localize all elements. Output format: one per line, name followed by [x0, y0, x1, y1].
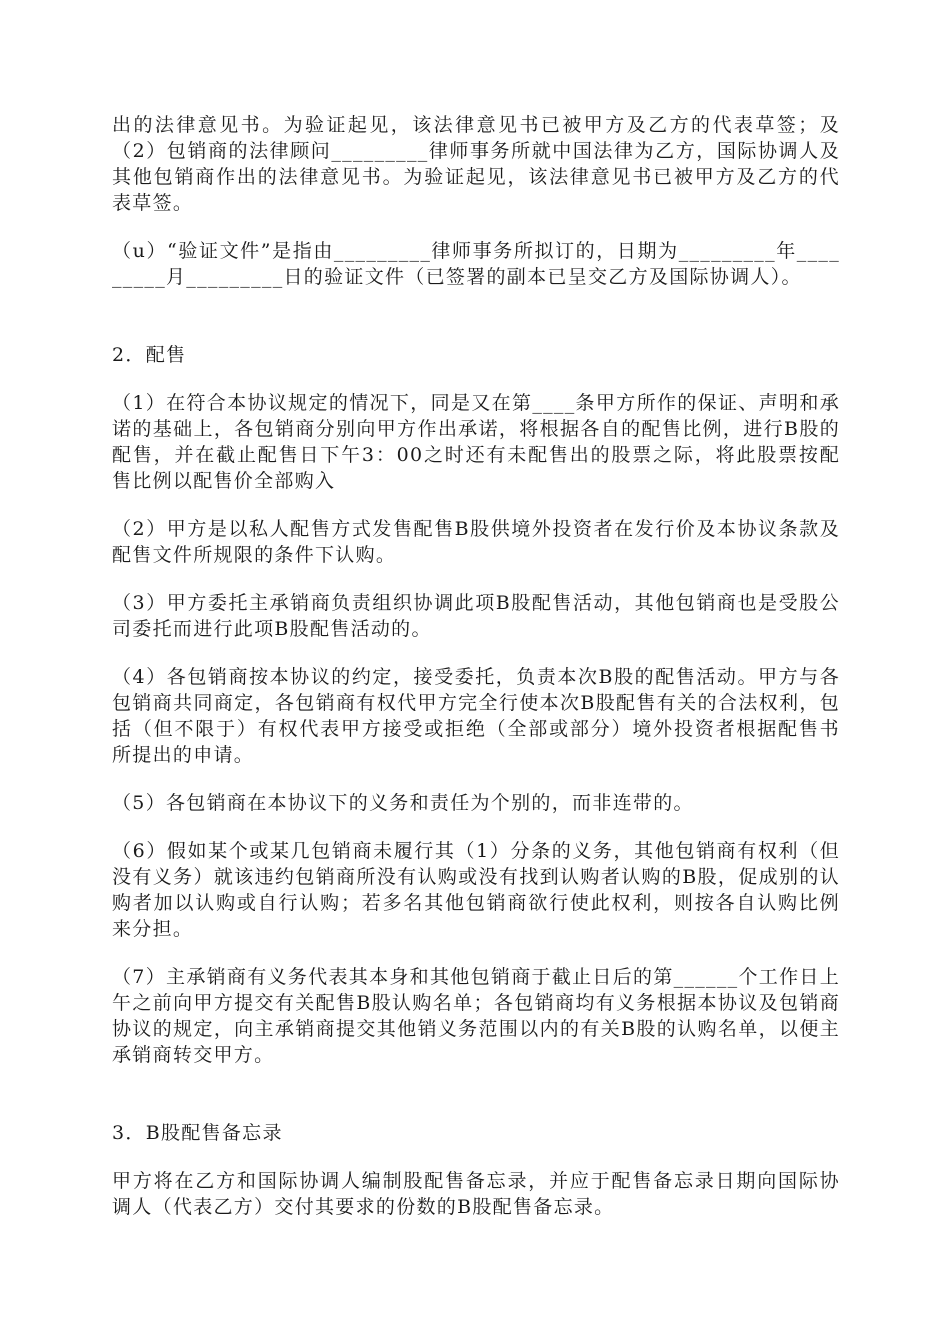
document-page [112, 112, 840, 1220]
paragraph-placement-7: （7）主承销商有义务代表其本身和其他包销商于截止日后的第______个工作日上午之前向甲方提交有关配售B股认购名单；各包销商均有义务根据本协议及包销商协议的规定，向主承销商提交其他销义务范围以内的有关B股的认购名单，以便主承销商转交甲方。 [112, 966, 840, 1066]
paragraph-legal-opinion: 出的法律意见书。为验证起见，该法律意见书已被甲方及乙方的代表草签；及（2）包销商的法律顾问_________律师事务所就中国法律为乙方，国际协调人及其他包销商作出的法律意见书。为验证起见，该法律意见书已被甲方及乙方的代表草签。 [112, 114, 840, 214]
paragraph-placement-4: （4）各包销商按本协议的约定，接受委托，负责本次B股的配售活动。甲方与各包销商共同商定，各包销商有权代甲方完全行使本次B股配售有关的合法权利，包括（但不限于）有权代表甲方接受或拒绝（全部或部分）境外投资者根据配售书所提出的申请。 [112, 666, 840, 766]
paragraph-placement-6: （6）假如某个或某几包销商未履行其（1）分条的义务，其他包销商有权利（但没有义务）就该违约包销商所没有认购或没有找到认购者认购的B股，促成别的认购者加以认购或自行认购；若多名其他包销商欲行使此权利，则按各自认购比例来分担。 [112, 840, 840, 940]
paragraph-placement-3: （3）甲方委托主承销商负责组织协调此项B股配售活动，其他包销商也是受股公司委托而进行此项B股配售活动的。 [112, 592, 840, 640]
paragraph-verification-document: （u）“验证文件”是指由_________律师事务所拟订的，日期为_________年_________月_________日的验证文件（已签署的副本已呈交乙方及国际协调人）。 [112, 240, 840, 288]
paragraph-placement-2: （2）甲方是以私人配售方式发售配售B股供境外投资者在发行价及本协议条款及配售文件所规限的条件下认购。 [112, 518, 840, 566]
paragraph-placement-5: （5）各包销商在本协议下的义务和责任为个别的，而非连带的。 [112, 792, 694, 814]
section-heading-placement: 2．配售 [112, 344, 187, 366]
section-heading-memorandum: 3．B股配售备忘录 [112, 1122, 283, 1144]
paragraph-placement-1: （1）在符合本协议规定的情况下，同是又在第____条甲方所作的保证、声明和承诺的基础上，各包销商分别向甲方作出承诺，将根据各自的配售比例，进行B股的配售，并在截止配售日下午3：00之时还有未配售出的股票之际，将此股票按配售比例以配售价全部购入 [112, 392, 840, 492]
paragraph-memorandum: 甲方将在乙方和国际协调人编制股配售备忘录，并应于配售备忘录日期向国际协调人（代表乙方）交付其要求的份数的B股配售备忘录。 [112, 1170, 840, 1218]
